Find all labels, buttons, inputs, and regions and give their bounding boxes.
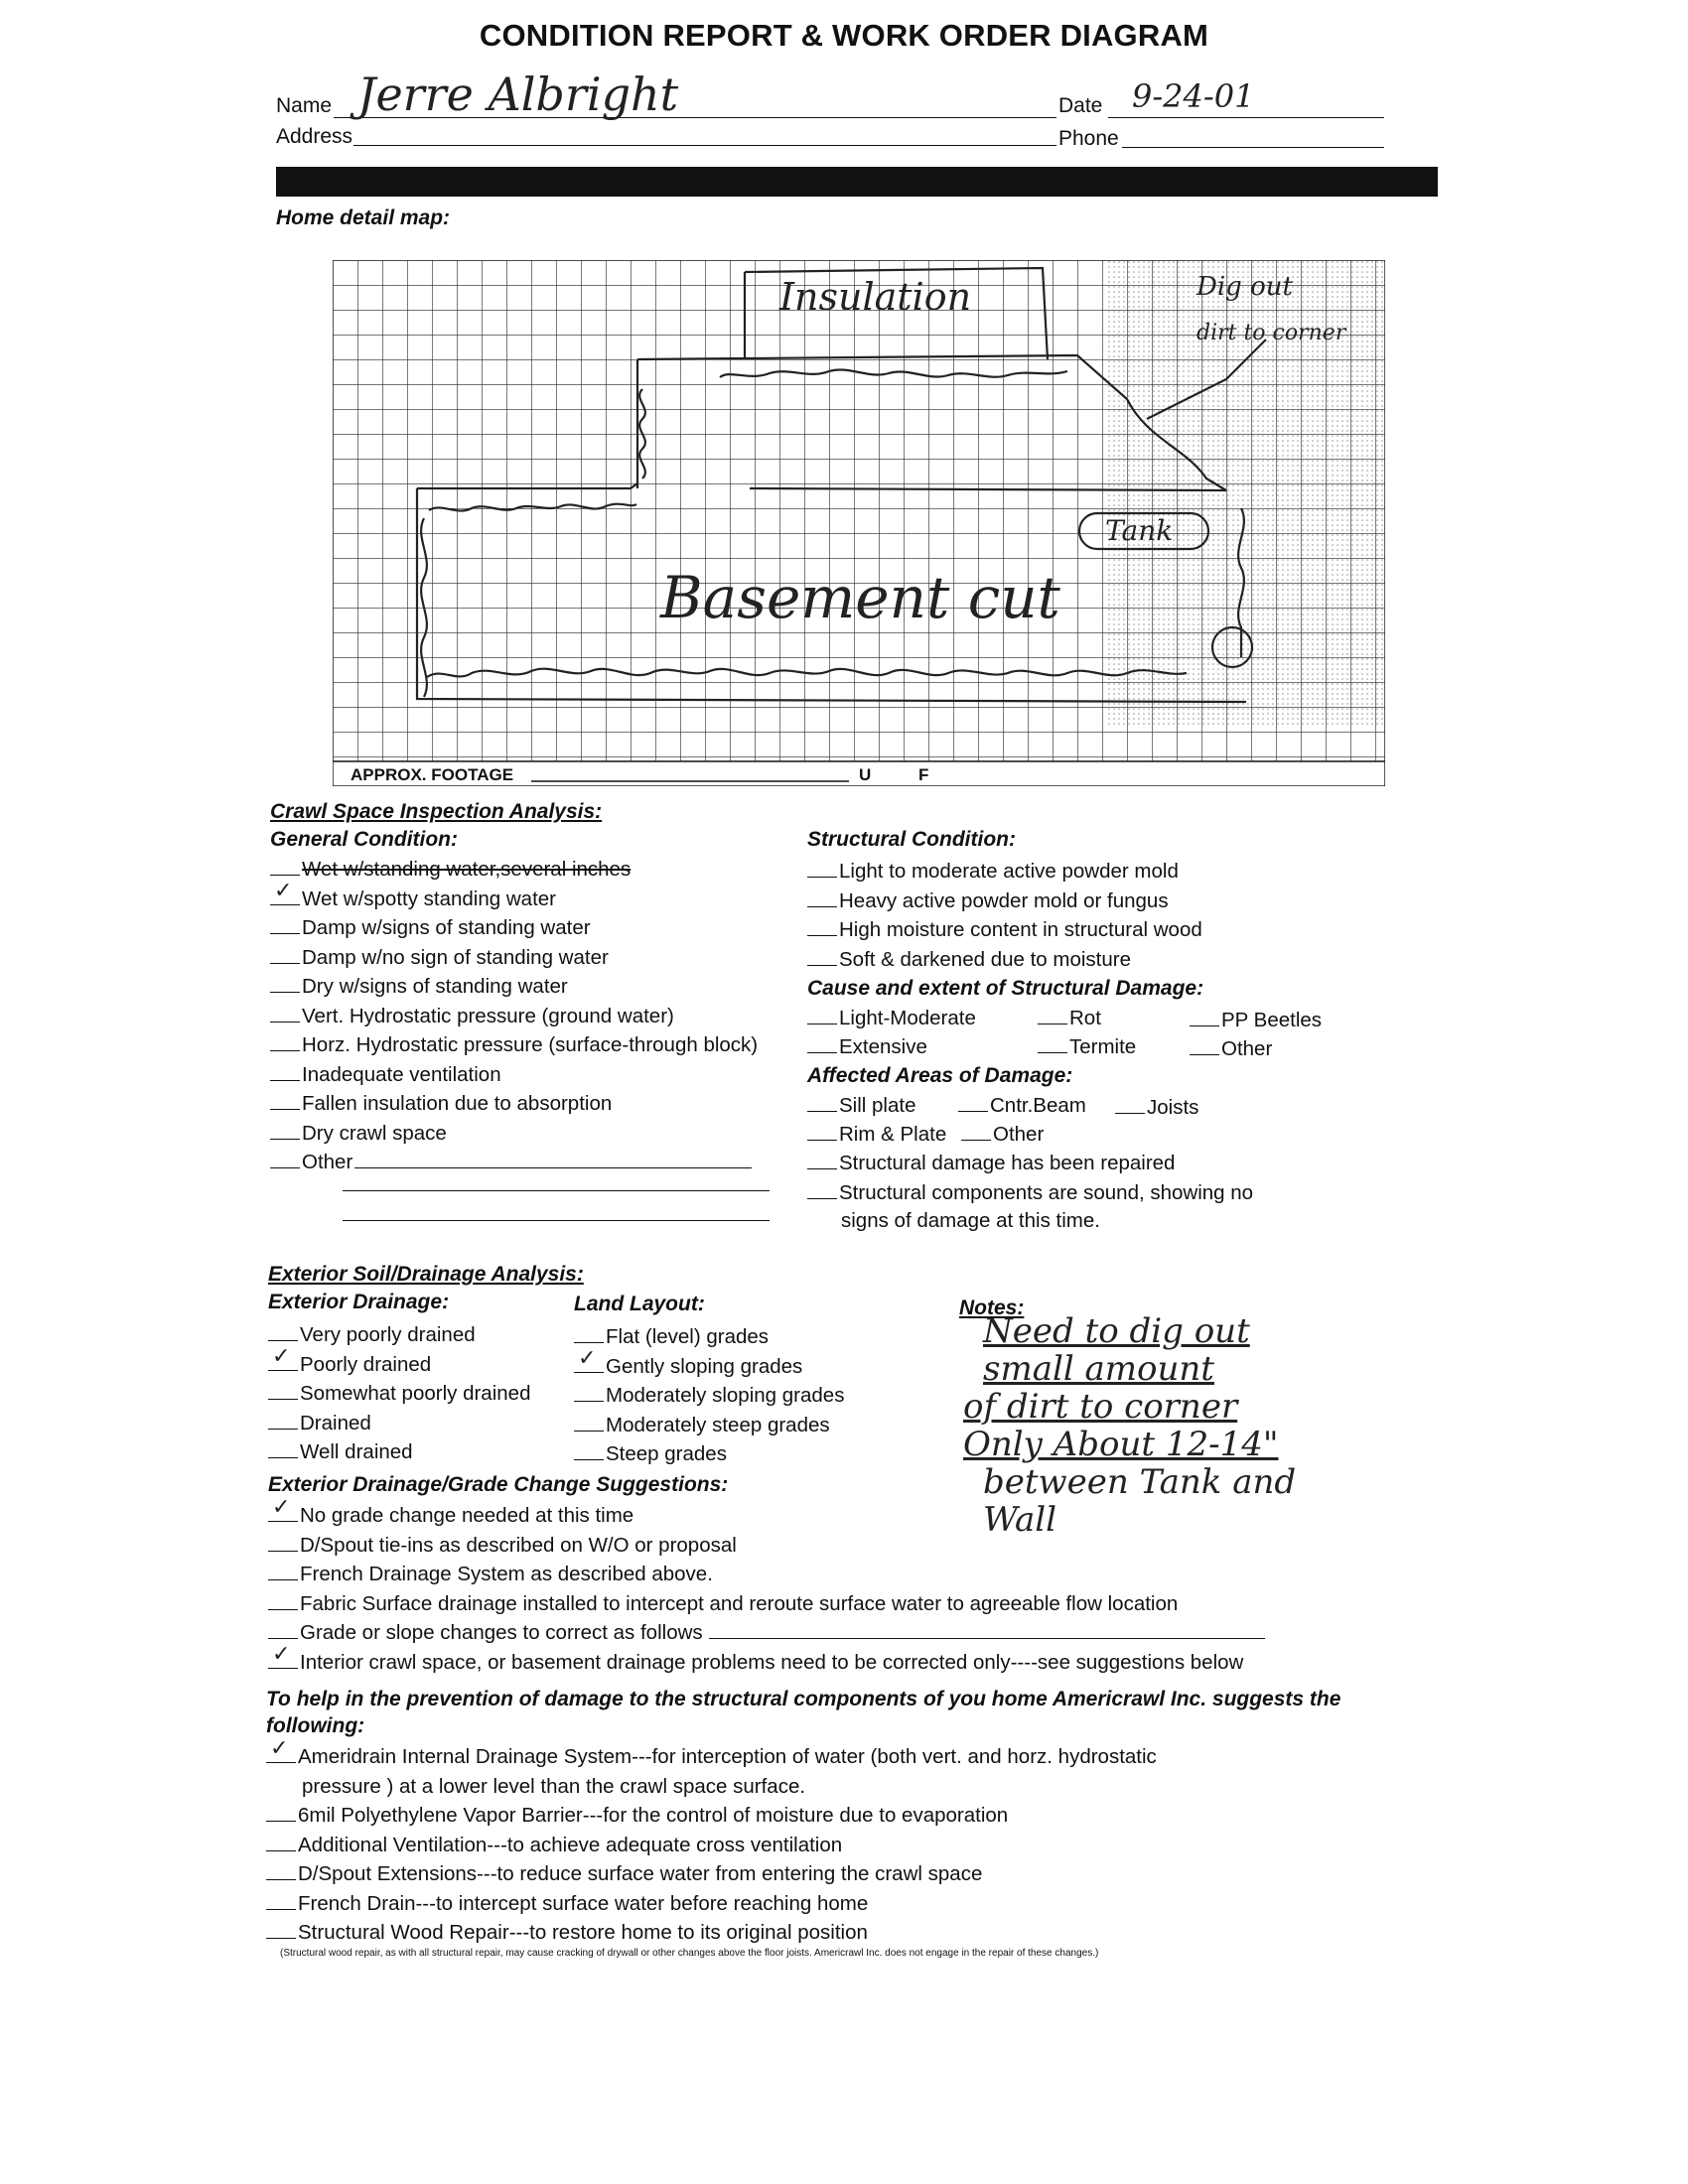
list-item-cont: pressure ) at a lower level than the crawl space surface.: [302, 1774, 806, 1798]
cause-item[interactable]: Extensive: [807, 1032, 927, 1062]
exterior-drainage-list: [268, 1320, 530, 1467]
address-field[interactable]: [353, 121, 1056, 146]
other-line-2[interactable]: [343, 1189, 770, 1191]
grade-suggestions-heading: Exterior Drainage/Grade Change Suggestions:: [268, 1473, 729, 1496]
list-item[interactable]: French Drain---to intercept surface water before reaching home: [266, 1889, 1157, 1919]
phone-field[interactable]: [1122, 123, 1384, 148]
list-item[interactable]: ✓ Ameridrain Internal Drainage System---for interception of water (both vert. and horz. hydrostatic: [266, 1742, 1157, 1772]
list-item[interactable]: Other: [270, 1148, 758, 1177]
prevention-heading-cont: following:: [266, 1714, 365, 1737]
exterior-section-heading: Exterior Soil/Drainage Analysis:: [268, 1263, 584, 1286]
structural-condition-list: [807, 857, 1202, 974]
exterior-drainage-heading: Exterior Drainage:: [268, 1291, 450, 1313]
affected-item[interactable]: Joists: [1115, 1093, 1198, 1123]
list-item[interactable]: Vert. Hydrostatic pressure (ground water): [270, 1002, 758, 1031]
prevention-heading: To help in the prevention of damage to the structural components of you home Americrawl Inc. suggests the: [266, 1688, 1341, 1710]
affected-areas-heading: Affected Areas of Damage:: [807, 1064, 1073, 1087]
cause-item[interactable]: Light-Moderate: [807, 1004, 976, 1033]
approx-footage-label: APPROX. FOOTAGE: [351, 765, 514, 784]
date-label: Date: [1058, 94, 1103, 117]
list-item[interactable]: Very poorly drained: [268, 1320, 530, 1350]
list-item[interactable]: Somewhat poorly drained: [268, 1379, 530, 1409]
list-item[interactable]: ✓ Gently sloping grades: [574, 1352, 844, 1382]
list-item[interactable]: Grade or slope changes to correct as follows: [268, 1618, 1265, 1648]
list-item[interactable]: Well drained: [268, 1437, 530, 1467]
list-item[interactable]: Structural Wood Repair---to restore home to its original position: [266, 1918, 1157, 1948]
general-condition-heading: General Condition:: [270, 828, 458, 851]
list-item[interactable]: Steep grades: [574, 1439, 844, 1469]
list-item[interactable]: ✓ Wet w/spotty standing water: [270, 885, 758, 914]
list-item[interactable]: Wet w/standing water,several inches: [270, 855, 758, 885]
list-item[interactable]: Light to moderate active powder mold: [807, 857, 1202, 887]
cause-item[interactable]: Other: [1190, 1034, 1272, 1064]
land-layout-list: [574, 1322, 844, 1469]
list-item[interactable]: D/Spout tie-ins as described on W/O or proposal: [268, 1531, 1265, 1561]
list-item[interactable]: Fabric Surface drainage installed to intercept and reroute surface water to agreeable flow location: [268, 1589, 1265, 1619]
fine-print: (Structural wood repair, as with all structural repair, may cause cracking of drywall or other changes above the floor joists. Americrawl Inc. does not engage in the repair of these changes.): [280, 1948, 1099, 1959]
affected-item[interactable]: Sill plate: [807, 1091, 916, 1121]
list-item[interactable]: High moisture content in structural wood: [807, 915, 1202, 945]
list-item[interactable]: Moderately steep grades: [574, 1411, 844, 1440]
notes-line: between Tank and: [983, 1462, 1297, 1502]
phone-label: Phone: [1058, 127, 1119, 150]
affected-item[interactable]: Rim & Plate: [807, 1120, 946, 1150]
list-item[interactable]: Heavy active powder mold or fungus: [807, 887, 1202, 916]
list-item[interactable]: Dry crawl space: [270, 1119, 758, 1149]
list-item[interactable]: 6mil Polyethylene Vapor Barrier---for the control of moisture due to evaporation: [266, 1801, 1157, 1831]
report-title: CONDITION REPORT & WORK ORDER DIAGRAM: [479, 18, 1209, 53]
list-item[interactable]: Damp w/no sign of standing water: [270, 943, 758, 973]
cause-damage-heading: Cause and extent of Structural Damage:: [807, 977, 1204, 1000]
list-item[interactable]: French Drainage System as described above.: [268, 1560, 1265, 1589]
list-item[interactable]: Additional Ventilation---to achieve adequate cross ventilation: [266, 1831, 1157, 1860]
notes-line: Wall: [983, 1500, 1057, 1540]
list-item[interactable]: D/Spout Extensions---to reduce surface water from entering the crawl space: [266, 1859, 1157, 1889]
prevention-list: [266, 1736, 1157, 1948]
sound-item-cont: signs of damage at this time.: [841, 1209, 1100, 1232]
notes-line: Need to dig out: [983, 1311, 1250, 1351]
footage-u: U: [859, 765, 872, 784]
check-mark-icon: ✓: [274, 878, 293, 903]
other-line-3[interactable]: [343, 1219, 770, 1221]
cause-item[interactable]: Rot: [1038, 1004, 1101, 1033]
basement-cut-annotation: Basement cut: [660, 564, 1060, 631]
repaired-item[interactable]: Structural damage has been repaired: [807, 1149, 1175, 1178]
list-item[interactable]: Moderately sloping grades: [574, 1381, 844, 1411]
dig-out-annotation: Dig out: [1196, 272, 1293, 302]
list-item[interactable]: Drained: [268, 1409, 530, 1438]
list-item[interactable]: Soft & darkened due to moisture: [807, 945, 1202, 975]
insulation-annotation: Insulation: [779, 275, 972, 319]
list-item[interactable]: Inadequate ventilation: [270, 1060, 758, 1090]
cause-item[interactable]: Termite: [1038, 1032, 1136, 1062]
list-item[interactable]: Dry w/signs of standing water: [270, 972, 758, 1002]
notes-line: small amount: [983, 1349, 1214, 1389]
check-mark-icon: ✓: [272, 1495, 291, 1520]
general-condition-list: [270, 855, 758, 1177]
name-value: Jerre Albright: [357, 68, 679, 121]
list-item[interactable]: Fallen insulation due to absorption: [270, 1089, 758, 1119]
list-item[interactable]: ✓ No grade change needed at this time: [268, 1501, 1265, 1531]
footage-f: F: [918, 765, 929, 784]
check-mark-icon: ✓: [272, 1343, 291, 1369]
list-item[interactable]: ✓ Poorly drained: [268, 1350, 530, 1380]
check-mark-icon: ✓: [578, 1345, 597, 1371]
check-mark-icon: ✓: [272, 1641, 291, 1667]
address-label: Address: [276, 125, 353, 148]
grade-suggestions-list: [268, 1495, 1265, 1677]
home-detail-map: [333, 260, 1385, 786]
list-item[interactable]: Horz. Hydrostatic pressure (surface-through block): [270, 1030, 758, 1060]
structural-condition-heading: Structural Condition:: [807, 828, 1016, 851]
notes-label: Notes:: [959, 1297, 1025, 1319]
land-layout-heading: Land Layout:: [574, 1293, 705, 1315]
tank-annotation: Tank: [1105, 514, 1174, 547]
sound-item[interactable]: Structural components are sound, showing no: [807, 1178, 1253, 1208]
cause-item[interactable]: PP Beetles: [1190, 1006, 1322, 1035]
affected-item[interactable]: Other: [961, 1120, 1044, 1150]
header-divider-bar: [276, 167, 1438, 197]
list-item[interactable]: Damp w/signs of standing water: [270, 913, 758, 943]
date-value: 9-24-01: [1132, 77, 1255, 115]
home-detail-map-label: Home detail map:: [276, 206, 451, 229]
dirt-corner-annotation: dirt to corner: [1196, 321, 1346, 345]
affected-item[interactable]: Cntr.Beam: [958, 1091, 1086, 1121]
check-mark-icon: ✓: [270, 1736, 289, 1761]
crawl-section-heading: Crawl Space Inspection Analysis:: [270, 800, 603, 823]
list-item[interactable]: ✓ Interior crawl space, or basement drainage problems need to be corrected only----see suggestions below: [268, 1648, 1265, 1678]
notes-line: of dirt to corner: [963, 1387, 1238, 1427]
name-label: Name: [276, 94, 333, 117]
notes-line: Only About 12-14": [963, 1425, 1279, 1464]
list-item[interactable]: Flat (level) grades: [574, 1322, 844, 1352]
